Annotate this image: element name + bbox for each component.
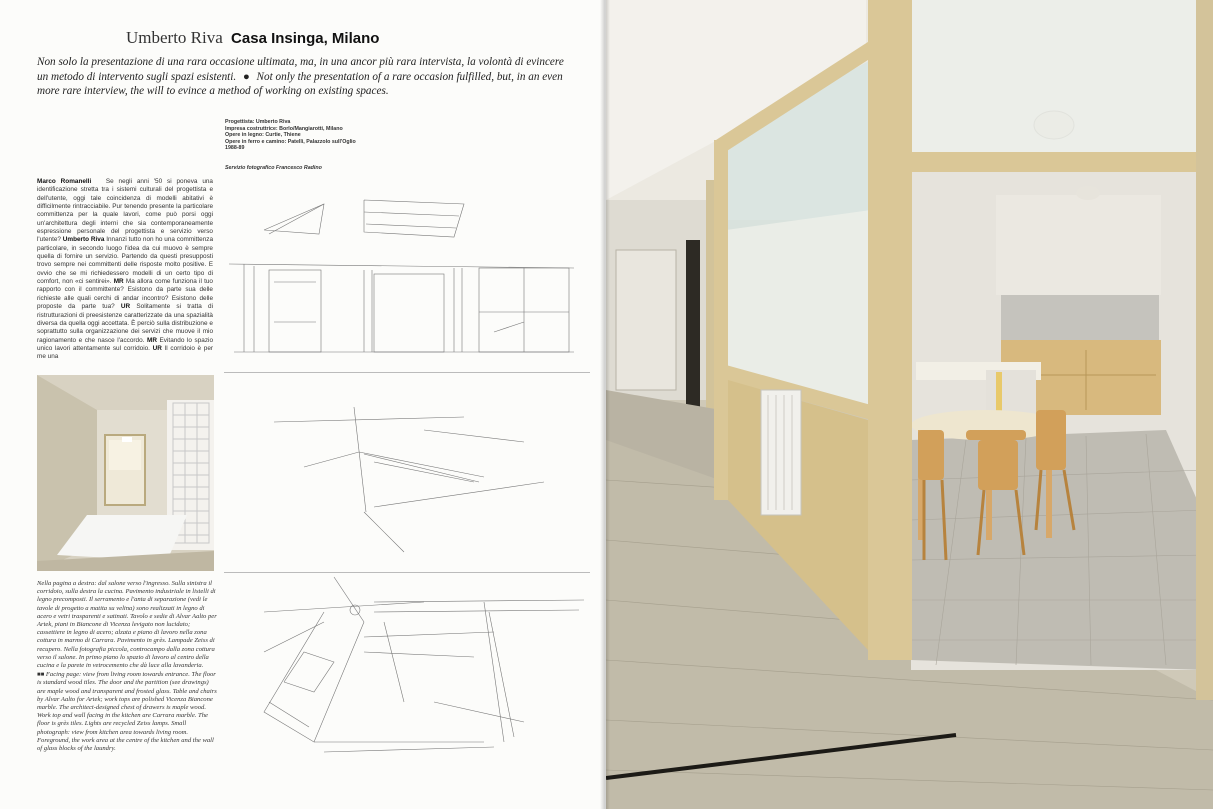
credit-line: Progettista: Umberto Riva (225, 119, 291, 125)
intro-paragraph (37, 55, 577, 99)
project-title: Casa Insinga, Milano (231, 30, 380, 47)
drawing-sketches (224, 182, 590, 802)
credit-line: Impresa costruttrice: Borlo/Mangiarotti, Milano (225, 125, 343, 132)
caption-english: Facing page: view from living room towards entrance. The floor is standard wood tiles. The door and the partition (see drawings) are maple wood and transparent and frosted glass. Table and chairs by Alvar Aalto for Artek; work tops are polished Vicenza Biancone marble. The architect-designed chest of drawers is maple wood. Work top and wall facing in the kitchen are Carrara marble. The floor is grès tiles. Lights are recycled Zeiss lamps. Small photograph: view from kitchen area towards living room. Foreground, the work area at the centre of the kitchen and the wall of glass blocks of the laundry. (37, 671, 217, 753)
spine-gutter (600, 0, 610, 809)
small-kitchen-photo (37, 375, 214, 571)
interior-photo-illustration (606, 0, 1213, 809)
article-paragraph: Se negli anni '50 si poneva una identificazione stretta tra i sistemi culturali del progettista e dell'utente, oggi tale coincidenza di modelli abitativi è difficilmente rintracciabile. Pur tenendo presente la particolare committenza per la quale lavori, come può porsi oggi un'architettura degli interni che sia contemporaneamente espressione personale del progettista e servizio verso l'utente? (37, 178, 213, 244)
project-credits (225, 119, 445, 152)
drawing-divider (224, 572, 590, 573)
photo-caption (37, 580, 217, 753)
speaker-label: UR (152, 344, 162, 352)
article-paragraph: Ma allora come funziona il tuo rapporto con il committente? Esistono da parte sua delle richieste alle quali cerchi di andar incontro? Esistono delle proposte da parte tua? (37, 278, 213, 311)
credit-line: 1988-89 (225, 145, 245, 152)
caption-english-block (37, 671, 217, 753)
drawing-divider (224, 372, 590, 373)
caption-marker: ■■ (37, 672, 45, 679)
article-paragraph: Solitamente si tratta di ristrutturazioni di preesistenze caratterizzate da una spazialità diversa da quella oggi accettata. È perciò sulla distribuzione e soprattutto sulla organizzazione dei servizi che muove il mio ragionamento e che nasce l'accordo. (37, 303, 213, 344)
speaker-label: MR (147, 336, 157, 344)
architect-name: Umberto Riva (126, 28, 223, 47)
article-paragraph: Innanzi tutto non ho una committenza particolare, in secondo luogo l'idea da cui muovo è sempre quella di fornire un servizio. Partendo da questi presupposti trovo sempre nei committenti delle risposte molto positive. E ovvio che se mi richiedessero modelli di un certo tipo di comfort, non «ci sentirei». (37, 236, 213, 286)
intro-italian: Non solo la presentazione di una rara occasione ultimata, ma, in una ancor più rara intervista, la volontà di evincere un metodo di intervento sugli spazi esistenti. (37, 56, 564, 83)
article-paragraph: Evitando lo spazio unico lavori attentamente sul corridoio. (37, 336, 214, 352)
speaker-label: MR (113, 278, 124, 286)
author-name: Marco Romanelli (37, 178, 92, 185)
photo-credit: Servizio fotografico Francesco Radino (225, 165, 322, 171)
pencil-drawings (224, 182, 590, 802)
speaker-label: UR (120, 303, 131, 311)
article-body (37, 178, 213, 362)
article-header (126, 28, 379, 48)
caption-italian: Nella pagina a destra: dal salone verso l'ingresso. Sulla sinistra il corridoio, sulla destra la cucina. Pavimento industriale in listelli di legno precomposti. Il serramento e l'anta di separazione (vedi le tavole di progetto a matita su velina) sono realizzati in legno di acero e vetri trasparenti e satinati. Tavolo e sedie di Alvar Aalto per Artek, piani in Biancone di Vicenza levigato non lucidato; cassettiere in legno di acero; alzata e piano di lavoro nella zona cottura in marmo di Carrara. Pavimento in grès. Lampade Zeiss di recupero. Nella fotografia piccola, controcampo dalla zona cottura verso il salone. In primo piano lo spazio di lavoro al centro della cucina e la parete in vetrocemento che dà luce alla lavanderia. (37, 580, 217, 670)
kitchen-photo-illustration (37, 375, 214, 571)
interior-photo (606, 0, 1213, 809)
intro-english: Not only the presentation of a rare occasion fulfilled, but, in an even more rare interview, the will to evince a method of working on existing spaces. (37, 70, 563, 97)
credit-line: Opere in legno: Curtie, Thiene (225, 132, 301, 139)
bullet-separator: ● (242, 70, 250, 83)
article-paragraph: Il corridoio è per me una (37, 344, 214, 361)
credit-line: Opere in ferro e camino: Patelli, Palazzolo sull'Oglio (225, 138, 356, 145)
left-page (0, 0, 606, 809)
speaker-label: Umberto Riva (62, 236, 105, 244)
